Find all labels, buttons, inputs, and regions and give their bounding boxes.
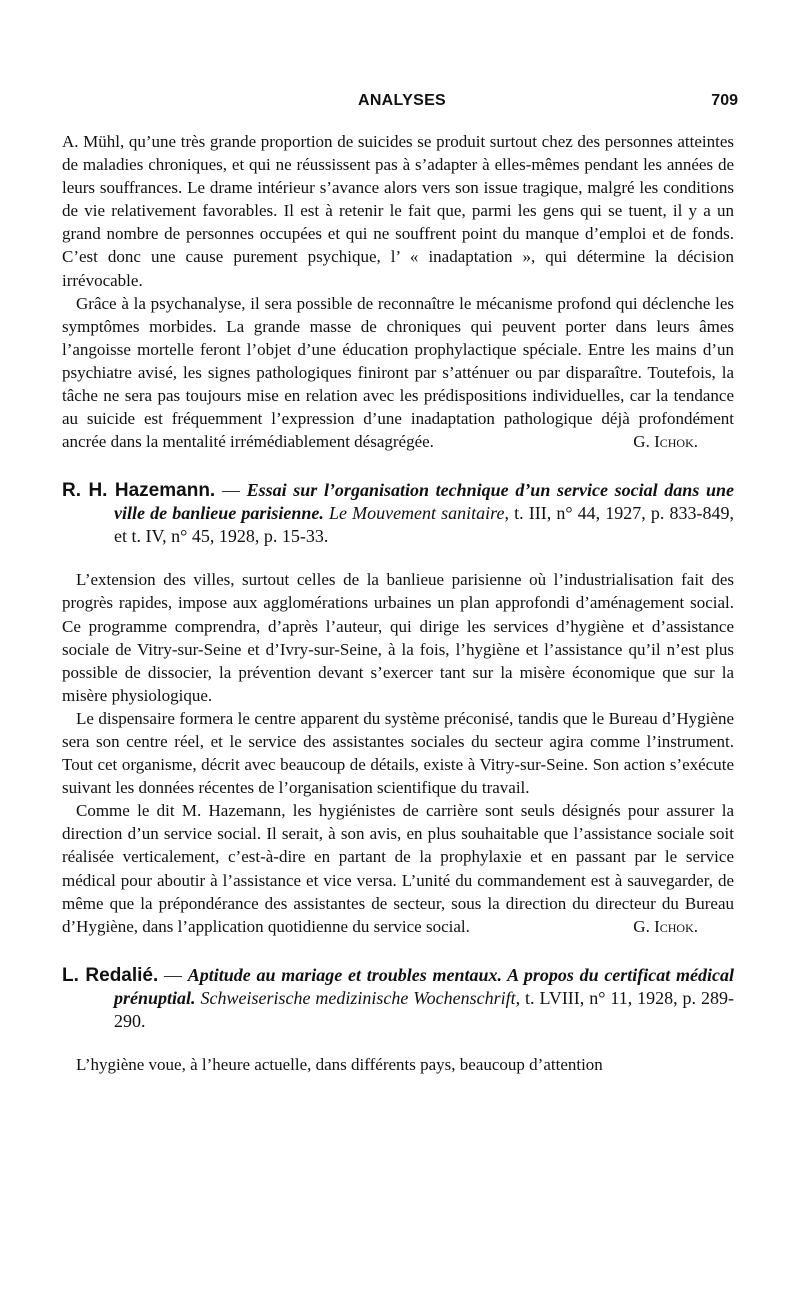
entry-heading	[62, 479, 734, 548]
journal-name: Schweiserische medizinische Wochenschrift	[200, 987, 516, 1008]
running-head	[62, 92, 742, 118]
spacer	[62, 1033, 734, 1053]
dash: —	[158, 964, 188, 985]
article-title: Essai sur l’organisation technique d’un service social dans une ville de banlieue parisienne.	[114, 480, 735, 524]
paragraph: A. Mühl, qu’une très grande proportion de suicides se produit surtout chez des personnes atteintes de maladies chroniques, et qui ne réussissent pas à s’adapter à elles-mêmes pendant les années de leurs souffrances. Le drame intérieur s’avance alors vers son issue tragique, malgré les conditions de vie relativement favorables. Il est à retenir le fait que, parmi les gens qui se tuent, il y a un grand nombre de personnes occupées et qui ne souffrent point du manque d’emploi et de fonds. C’est donc une cause purement psychique, l’ « inadaptation », qui détermine la décision irrévocable.	[62, 132, 734, 290]
dash: —	[215, 480, 247, 501]
spacer	[62, 548, 734, 568]
entry-heading	[62, 964, 734, 1033]
author-name: L. Redalié.	[62, 964, 159, 986]
reviewer-signature: G. Ichok.	[633, 916, 698, 936]
review-hazemann	[62, 479, 734, 938]
citation-reference: , t. LVIII, n° 11, 1928, p. 289-290.	[114, 987, 734, 1031]
citation-reference: , t. III, n° 44, 1927, p. 833-849, et t. IV, n° 45, 1928, p. 15-33.	[114, 503, 735, 547]
paragraph-text: Grâce à la psychanalyse, il sera possible de reconnaître le mécanisme profond qui déclenche les symptômes morbides. La grande masse de chroniques qui peuvent porter dans leurs âmes l’angoisse mortelle feront l’objet d’une éducation prophylactique spéciale. Entre les mains d’un psychiatre avisé, les signes pathologiques finiront par s’atténuer ou par disparaître. Toutefois, la tâche ne sera pas toujours mise en relation avec les prédispositions individuelles, car la tendance au suicide est fréquemment l’expression d’une inadaptation pathologique déjà profondément ancrée dans la mentalité irrémédiablement désagrégée.	[62, 293, 734, 452]
review-muhl-continued	[62, 130, 734, 453]
spacer	[62, 453, 734, 479]
paragraph-with-signature	[62, 292, 734, 454]
paragraph: L’hygiène voue, à l’heure actuelle, dans différents pays, beaucoup d’attention	[76, 1054, 603, 1074]
page-number: 709	[711, 92, 738, 109]
paragraph-text: Comme le dit M. Hazemann, les hygiénistes de carrière sont seuls désignés pour assurer la direction d’un service social. Il serait, à son avis, en plus souhaitable que l’assistance sociale soit réalisée verticalement, c’est-à-dire en partant de la prophylaxie et en passant par le service médical pour aboutir à l’assistance et vice versa. L’unité du commandement est à sauvegarder, de même que la prépondérance des assistantes de secteur, sous la direction du directeur du Bureau d’Hygiène, dans l’application quotidienne du service social.	[62, 801, 734, 936]
page-content	[62, 130, 734, 1076]
journal-name: Le Mouvement sanitaire	[328, 503, 505, 524]
review-redalie	[62, 964, 734, 1076]
paragraph: Le dispensaire formera le centre apparent du système préconisé, tandis que le Bureau d’Hygiène sera son centre réel, et le service des assistantes sociales du secteur agira comme l’instrument. Tout cet organisme, décrit avec beaucoup de détails, existe à Vitry-sur-Seine. Son action s’exécute suivant les données récentes de l’organisation scientifique du travail.	[62, 708, 734, 798]
spacer	[62, 938, 734, 964]
paragraph-with-signature	[62, 799, 734, 938]
article-title: Aptitude au mariage et troubles mentaux. A propos du certificat médical prénuptial.	[114, 964, 735, 1008]
author-name: R. H. Hazemann.	[62, 480, 216, 502]
reviewer-signature: G. Ichok.	[633, 432, 698, 452]
section-title: ANALYSES	[357, 92, 447, 109]
paragraph: L’extension des villes, surtout celles de la banlieue parisienne où l’industrialisation fait des progrès rapides, impose aux agglomérations urbaines un plan approfondi d’aménagement social. Ce programme comprendra, d’après l’auteur, qui dirige les services d’hygiène et d’assistance sociale de Vitry-sur-Seine et d’Ivry-sur-Seine, à la fois, l’hygiène et l’assistance qu’il n’est plus possible de dissocier, la prévention devant s’exercer tant sur la misère économique que sur la misère physiologique.	[62, 570, 734, 705]
